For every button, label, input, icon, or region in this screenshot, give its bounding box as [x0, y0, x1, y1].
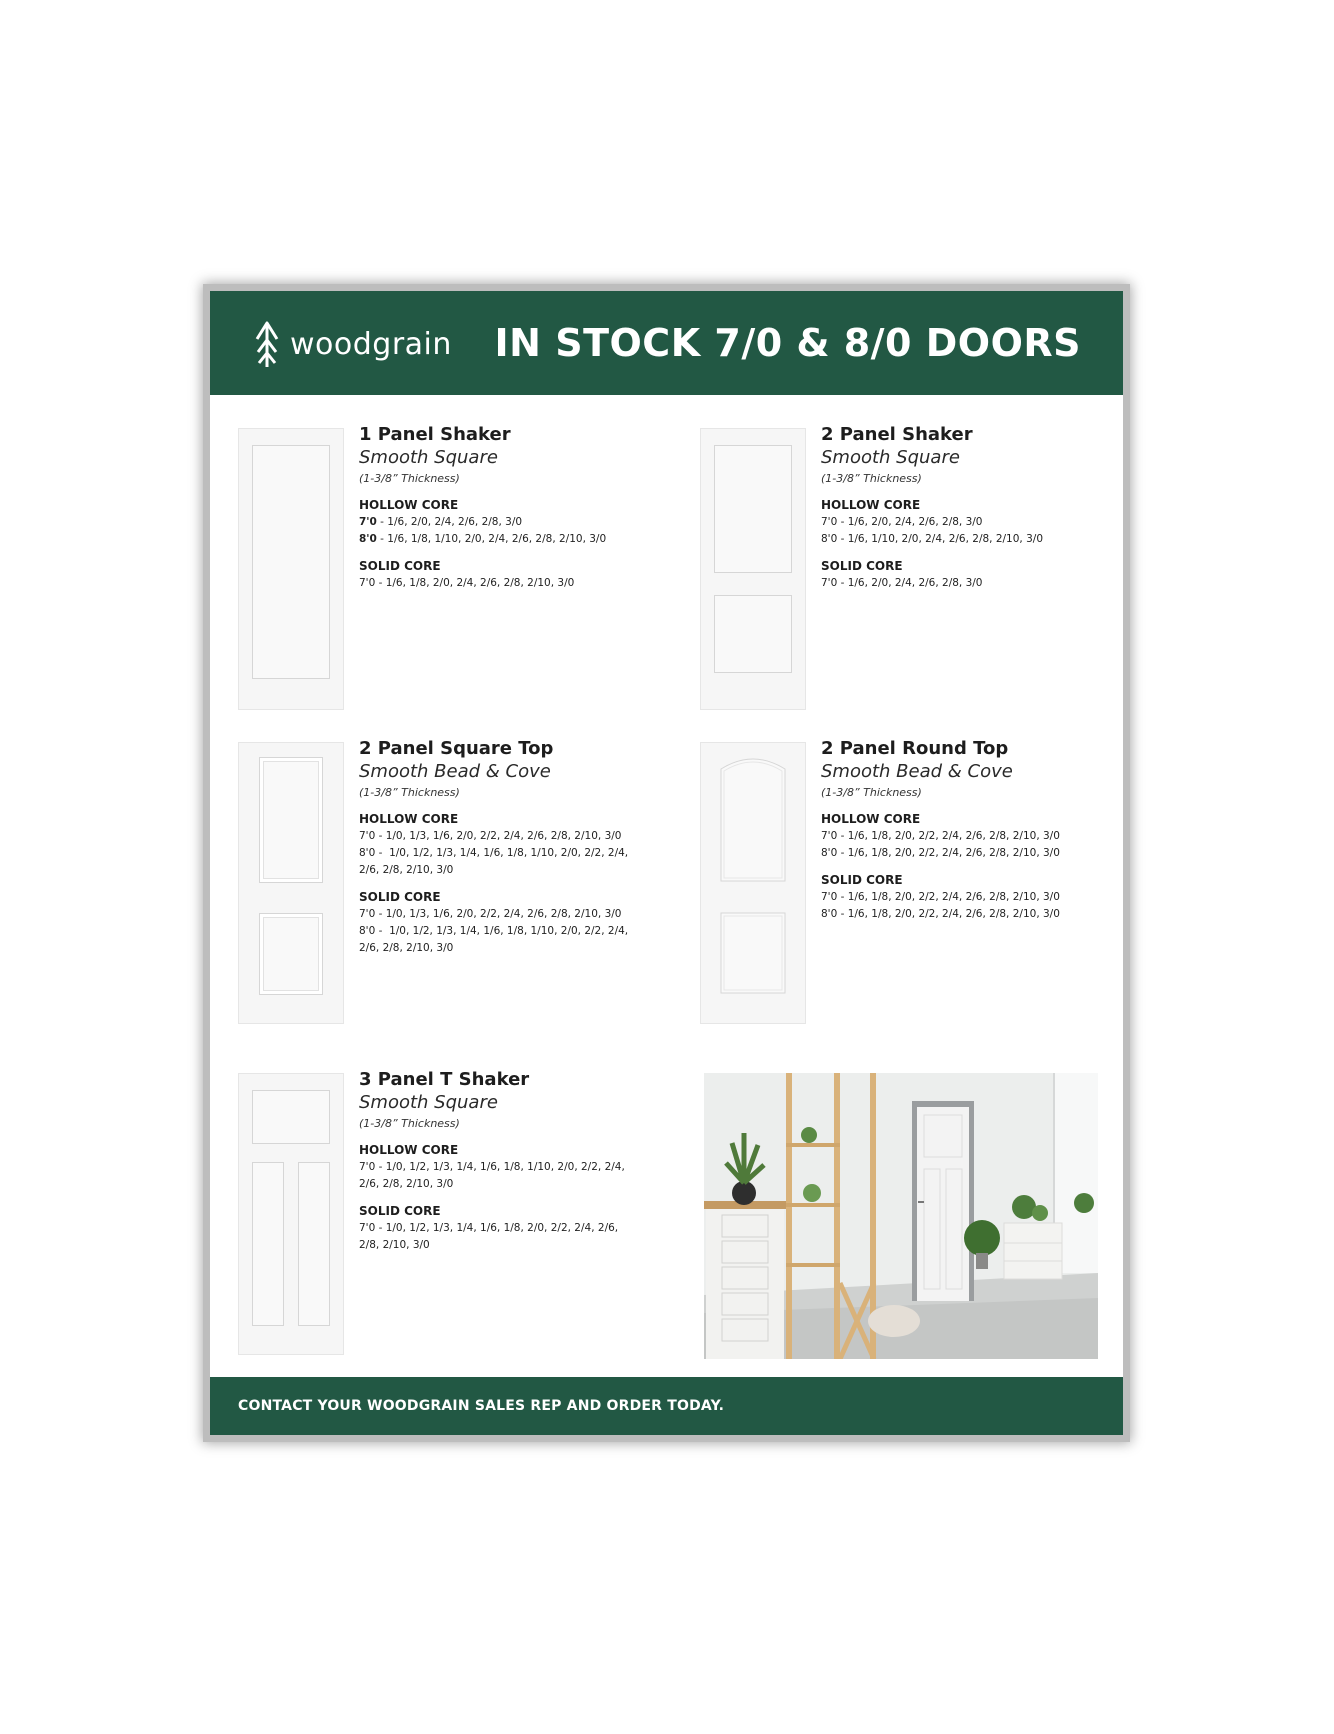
spec-size: 7'0	[359, 830, 376, 842]
spec-line: 8'0 - 1/6, 1/8, 1/10, 2/0, 2/4, 2/6, 2/8, 2/10, 3/0	[359, 533, 607, 545]
product-name: 3 Panel T Shaker	[359, 1069, 530, 1090]
spec-line: 8'0 - 1/0, 1/2, 1/3, 1/4, 1/6, 1/8, 1/10, 2/0, 2/2, 2/4, 2/6, 2/8, 2/10, 3/0	[359, 925, 629, 954]
solid-core-label: SOLID CORE	[821, 559, 903, 573]
spec-values: 1/0, 1/2, 1/3, 1/4, 1/6, 1/8, 1/10, 2/0, 2/2, 2/4, 2/6, 2/8, 2/10, 3/0	[359, 1161, 625, 1190]
door-panel-top	[714, 445, 792, 573]
spec-values: 1/0, 1/2, 1/3, 1/4, 1/6, 1/8, 1/10, 2/0, 2/2, 2/4, 2/6, 2/8, 2/10, 3/0	[359, 847, 629, 876]
spec-values: 1/6, 2/0, 2/4, 2/6, 2/8, 3/0	[847, 577, 983, 589]
spec-values: 1/0, 1/2, 1/3, 1/4, 1/6, 1/8, 2/0, 2/2, 2/4, 2/6, 2/8, 2/10, 3/0	[359, 1222, 619, 1251]
door-image-2-panel-shaker	[700, 428, 806, 710]
spec-values: 1/6, 1/8, 2/0, 2/2, 2/4, 2/6, 2/8, 2/10, 3/0	[847, 891, 1060, 903]
hollow-core-label: HOLLOW CORE	[821, 812, 921, 826]
spec-values: 1/6, 1/8, 2/0, 2/2, 2/4, 2/6, 2/8, 2/10, 3/0	[847, 830, 1060, 842]
spec-values: 1/6, 1/10, 2/0, 2/4, 2/6, 2/8, 2/10, 3/0	[847, 533, 1043, 545]
spec-values: 1/6, 1/8, 1/10, 2/0, 2/4, 2/6, 2/8, 2/10, 3/0	[387, 533, 607, 545]
door-panel-left	[252, 1162, 284, 1326]
spec-size: 7'0	[821, 577, 838, 589]
footer-banner	[210, 1377, 1123, 1435]
spec-line: 7'0 - 1/6, 2/0, 2/4, 2/6, 2/8, 3/0	[359, 516, 523, 528]
spec-size: 8'0	[821, 908, 838, 920]
spec-size: 7'0	[359, 577, 376, 589]
spec-values: 1/6, 1/8, 2/0, 2/4, 2/6, 2/8, 2/10, 3/0	[385, 577, 575, 589]
product-info	[359, 1069, 639, 1254]
logo-wordmark: woodgrain	[290, 326, 452, 362]
spec-values: 1/0, 1/3, 1/6, 2/0, 2/2, 2/4, 2/6, 2/8, 2/10, 3/0	[385, 830, 622, 842]
product-info	[821, 738, 1121, 923]
door-image-3-panel-t-shaker	[238, 1073, 344, 1355]
product-thickness: (1-3/8” Thickness)	[359, 472, 460, 485]
product-name: 2 Panel Shaker	[821, 424, 973, 445]
product-thickness: (1-3/8” Thickness)	[359, 1117, 460, 1130]
header-banner	[210, 291, 1123, 395]
product-name: 1 Panel Shaker	[359, 424, 511, 445]
woodgrain-logo	[254, 319, 452, 369]
product-thickness: (1-3/8” Thickness)	[359, 786, 460, 799]
solid-core-label: SOLID CORE	[821, 873, 903, 887]
spec-size: 7'0	[821, 516, 838, 528]
spec-values: 1/6, 1/8, 2/0, 2/2, 2/4, 2/6, 2/8, 2/10, 3/0	[847, 847, 1060, 859]
spec-values: 1/6, 2/0, 2/4, 2/6, 2/8, 3/0	[847, 516, 983, 528]
spec-line: 7'0 - 1/6, 1/8, 2/0, 2/4, 2/6, 2/8, 2/10, 3/0	[359, 577, 575, 589]
spec-line: 7'0 - 1/0, 1/3, 1/6, 2/0, 2/2, 2/4, 2/6, 2/8, 2/10, 3/0	[359, 908, 622, 920]
hollow-core-label: HOLLOW CORE	[821, 498, 921, 512]
product-info	[359, 424, 659, 592]
spec-values: 1/0, 1/3, 1/6, 2/0, 2/2, 2/4, 2/6, 2/8, 2/10, 3/0	[385, 908, 622, 920]
hollow-core-label: HOLLOW CORE	[359, 1143, 459, 1157]
spec-line: 7'0 - 1/0, 1/2, 1/3, 1/4, 1/6, 1/8, 1/10, 2/0, 2/2, 2/4, 2/6, 2/8, 2/10, 3/0	[359, 1161, 625, 1190]
product-thickness: (1-3/8” Thickness)	[821, 472, 922, 485]
door-panel-right	[298, 1162, 330, 1326]
product-style: Smooth Bead & Cove	[821, 761, 1013, 782]
room-photo	[704, 1073, 1098, 1359]
solid-core-label: SOLID CORE	[359, 1204, 441, 1218]
door-panel-bottom	[259, 913, 323, 995]
product-style: Smooth Square	[359, 447, 498, 468]
spec-line: 8'0 - 1/6, 1/10, 2/0, 2/4, 2/6, 2/8, 2/10, 3/0	[821, 533, 1043, 545]
spec-line: 8'0 - 1/6, 1/8, 2/0, 2/2, 2/4, 2/6, 2/8, 2/10, 3/0	[821, 908, 1060, 920]
tree-icon	[254, 319, 280, 369]
hollow-core-label: HOLLOW CORE	[359, 812, 459, 826]
door-image-2-panel-round-top	[700, 742, 806, 1024]
solid-core-label: SOLID CORE	[359, 890, 441, 904]
door-image-1-panel-shaker	[238, 428, 344, 710]
product-info	[821, 424, 1121, 592]
product-thickness: (1-3/8” Thickness)	[821, 786, 922, 799]
door-panel	[252, 445, 330, 679]
door-panel-top	[252, 1090, 330, 1144]
product-name: 2 Panel Square Top	[359, 738, 554, 759]
spec-size: 8'0	[359, 925, 376, 937]
call-to-action: CONTACT YOUR WOODGRAIN SALES REP AND ORDER TODAY.	[238, 1398, 725, 1414]
spec-size: 8'0	[359, 533, 377, 545]
spec-line: 8'0 - 1/0, 1/2, 1/3, 1/4, 1/6, 1/8, 1/10, 2/0, 2/2, 2/4, 2/6, 2/8, 2/10, 3/0	[359, 847, 629, 876]
door-image-2-panel-square-top	[238, 742, 344, 1024]
spec-size: 8'0	[359, 847, 376, 859]
spec-line: 7'0 - 1/6, 2/0, 2/4, 2/6, 2/8, 3/0	[821, 516, 983, 528]
spec-size: 8'0	[821, 533, 838, 545]
spec-size: 7'0	[821, 891, 838, 903]
hollow-core-label: HOLLOW CORE	[359, 498, 459, 512]
spec-line: 8'0 - 1/6, 1/8, 2/0, 2/2, 2/4, 2/6, 2/8, 2/10, 3/0	[821, 847, 1060, 859]
spec-line: 7'0 - 1/6, 2/0, 2/4, 2/6, 2/8, 3/0	[821, 577, 983, 589]
product-style: Smooth Square	[359, 1092, 498, 1113]
spec-values: 1/0, 1/2, 1/3, 1/4, 1/6, 1/8, 1/10, 2/0, 2/2, 2/4, 2/6, 2/8, 2/10, 3/0	[359, 925, 629, 954]
spec-size: 7'0	[359, 516, 377, 528]
spec-size: 7'0	[359, 908, 376, 920]
spec-size: 8'0	[821, 847, 838, 859]
product-style: Smooth Square	[821, 447, 960, 468]
spec-size: 7'0	[359, 1222, 376, 1234]
spec-line: 7'0 - 1/0, 1/2, 1/3, 1/4, 1/6, 1/8, 2/0, 2/2, 2/4, 2/6, 2/8, 2/10, 3/0	[359, 1222, 619, 1251]
product-info	[359, 738, 629, 957]
page-title: IN STOCK 7/0 & 8/0 DOORS	[494, 321, 1081, 365]
door-arched-panel	[701, 743, 805, 1023]
door-panel-top	[259, 757, 323, 883]
product-style: Smooth Bead & Cove	[359, 761, 551, 782]
spec-size: 7'0	[821, 830, 838, 842]
flyer-page	[210, 291, 1123, 1435]
spec-line: 7'0 - 1/0, 1/3, 1/6, 2/0, 2/2, 2/4, 2/6, 2/8, 2/10, 3/0	[359, 830, 622, 842]
spec-line: 7'0 - 1/6, 1/8, 2/0, 2/2, 2/4, 2/6, 2/8, 2/10, 3/0	[821, 830, 1060, 842]
interior-scene-illustration	[704, 1073, 1098, 1359]
spec-size: 7'0	[359, 1161, 376, 1173]
spec-values: 1/6, 2/0, 2/4, 2/6, 2/8, 3/0	[387, 516, 523, 528]
door-panel-bottom	[714, 595, 792, 673]
solid-core-label: SOLID CORE	[359, 559, 441, 573]
spec-values: 1/6, 1/8, 2/0, 2/2, 2/4, 2/6, 2/8, 2/10, 3/0	[847, 908, 1060, 920]
spec-line: 7'0 - 1/6, 1/8, 2/0, 2/2, 2/4, 2/6, 2/8, 2/10, 3/0	[821, 891, 1060, 903]
product-name: 2 Panel Round Top	[821, 738, 1009, 759]
